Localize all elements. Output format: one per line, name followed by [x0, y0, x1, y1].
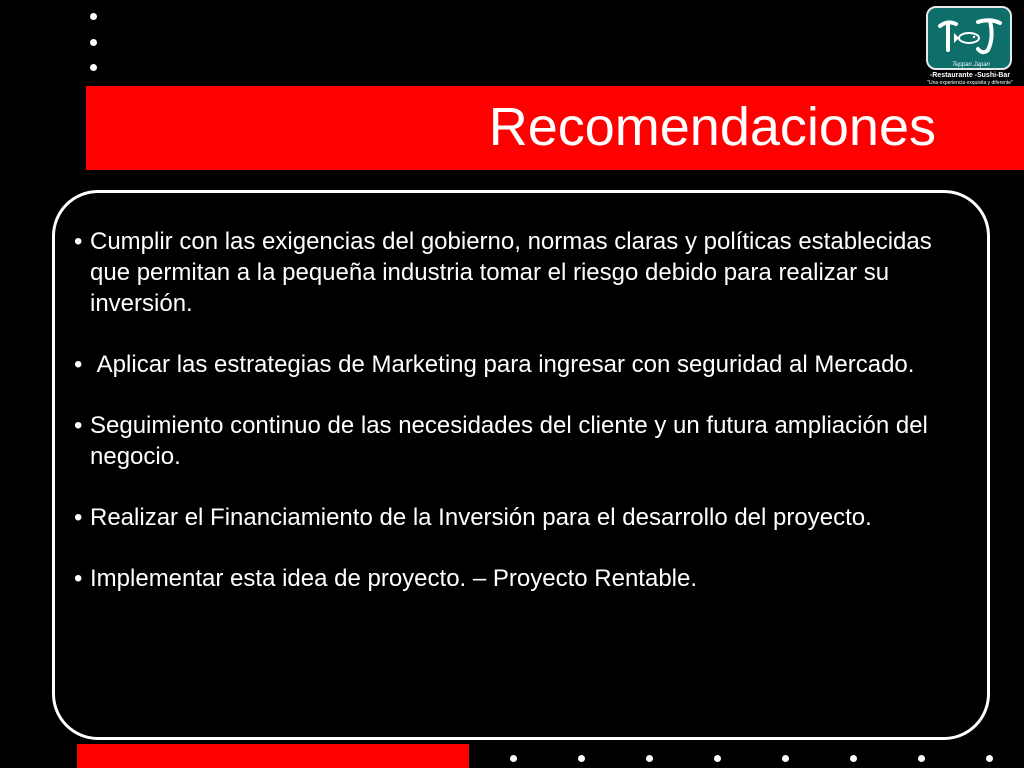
bullet-text: Implementar esta idea de proyecto. – Proyecto Rentable. — [90, 565, 698, 592]
decorative-dot — [986, 755, 993, 762]
logo-script-text: Teppan Japan — [952, 62, 990, 68]
logo-emblem — [926, 6, 1012, 70]
logo-name: -Restaurante -Sushi-Bar — [929, 72, 1011, 79]
decorative-dot — [918, 755, 925, 762]
bottom-accent-bar — [77, 744, 469, 768]
bullet-list — [74, 226, 954, 624]
slide-title: Recomendaciones — [488, 97, 936, 157]
decorative-dot — [782, 755, 789, 762]
logo-tagline: "Una experiencia exquisita y diferente" — [927, 80, 1013, 86]
bullet-item — [74, 349, 954, 380]
bullet-marker: • — [74, 228, 83, 255]
bullet-text: Cumplir con las exigencias del gobierno, normas claras y políticas establecidas que permitan a la pequeña industria tomar el riesgo debido para realizar su inversión. — [90, 228, 932, 317]
bullet-item — [74, 563, 954, 594]
decorative-dot — [90, 13, 97, 20]
decorative-dot — [510, 755, 517, 762]
bullet-item — [74, 410, 954, 472]
fish-logo-icon — [928, 8, 1010, 68]
decorative-dot — [850, 755, 857, 762]
decorative-dot — [714, 755, 721, 762]
bullet-marker: • — [74, 351, 83, 378]
decorative-dot — [90, 39, 97, 46]
decorative-dot — [646, 755, 653, 762]
bullet-text: Aplicar las estrategias de Marketing para ingresar con seguridad al Mercado. — [90, 351, 915, 378]
bullet-marker: • — [74, 504, 83, 531]
bullet-text: Realizar el Financiamiento de la Inversión para el desarrollo del proyecto. — [90, 504, 872, 531]
bullet-text: Seguimiento continuo de las necesidades del cliente y un futura ampliación del negocio. — [90, 412, 928, 470]
decorative-dot — [578, 755, 585, 762]
bullet-item — [74, 226, 954, 319]
decorative-dot — [90, 64, 97, 71]
restaurant-logo — [922, 6, 1018, 84]
bullet-marker: • — [74, 412, 83, 439]
bullet-marker: • — [74, 565, 83, 592]
bullet-item — [74, 502, 954, 533]
